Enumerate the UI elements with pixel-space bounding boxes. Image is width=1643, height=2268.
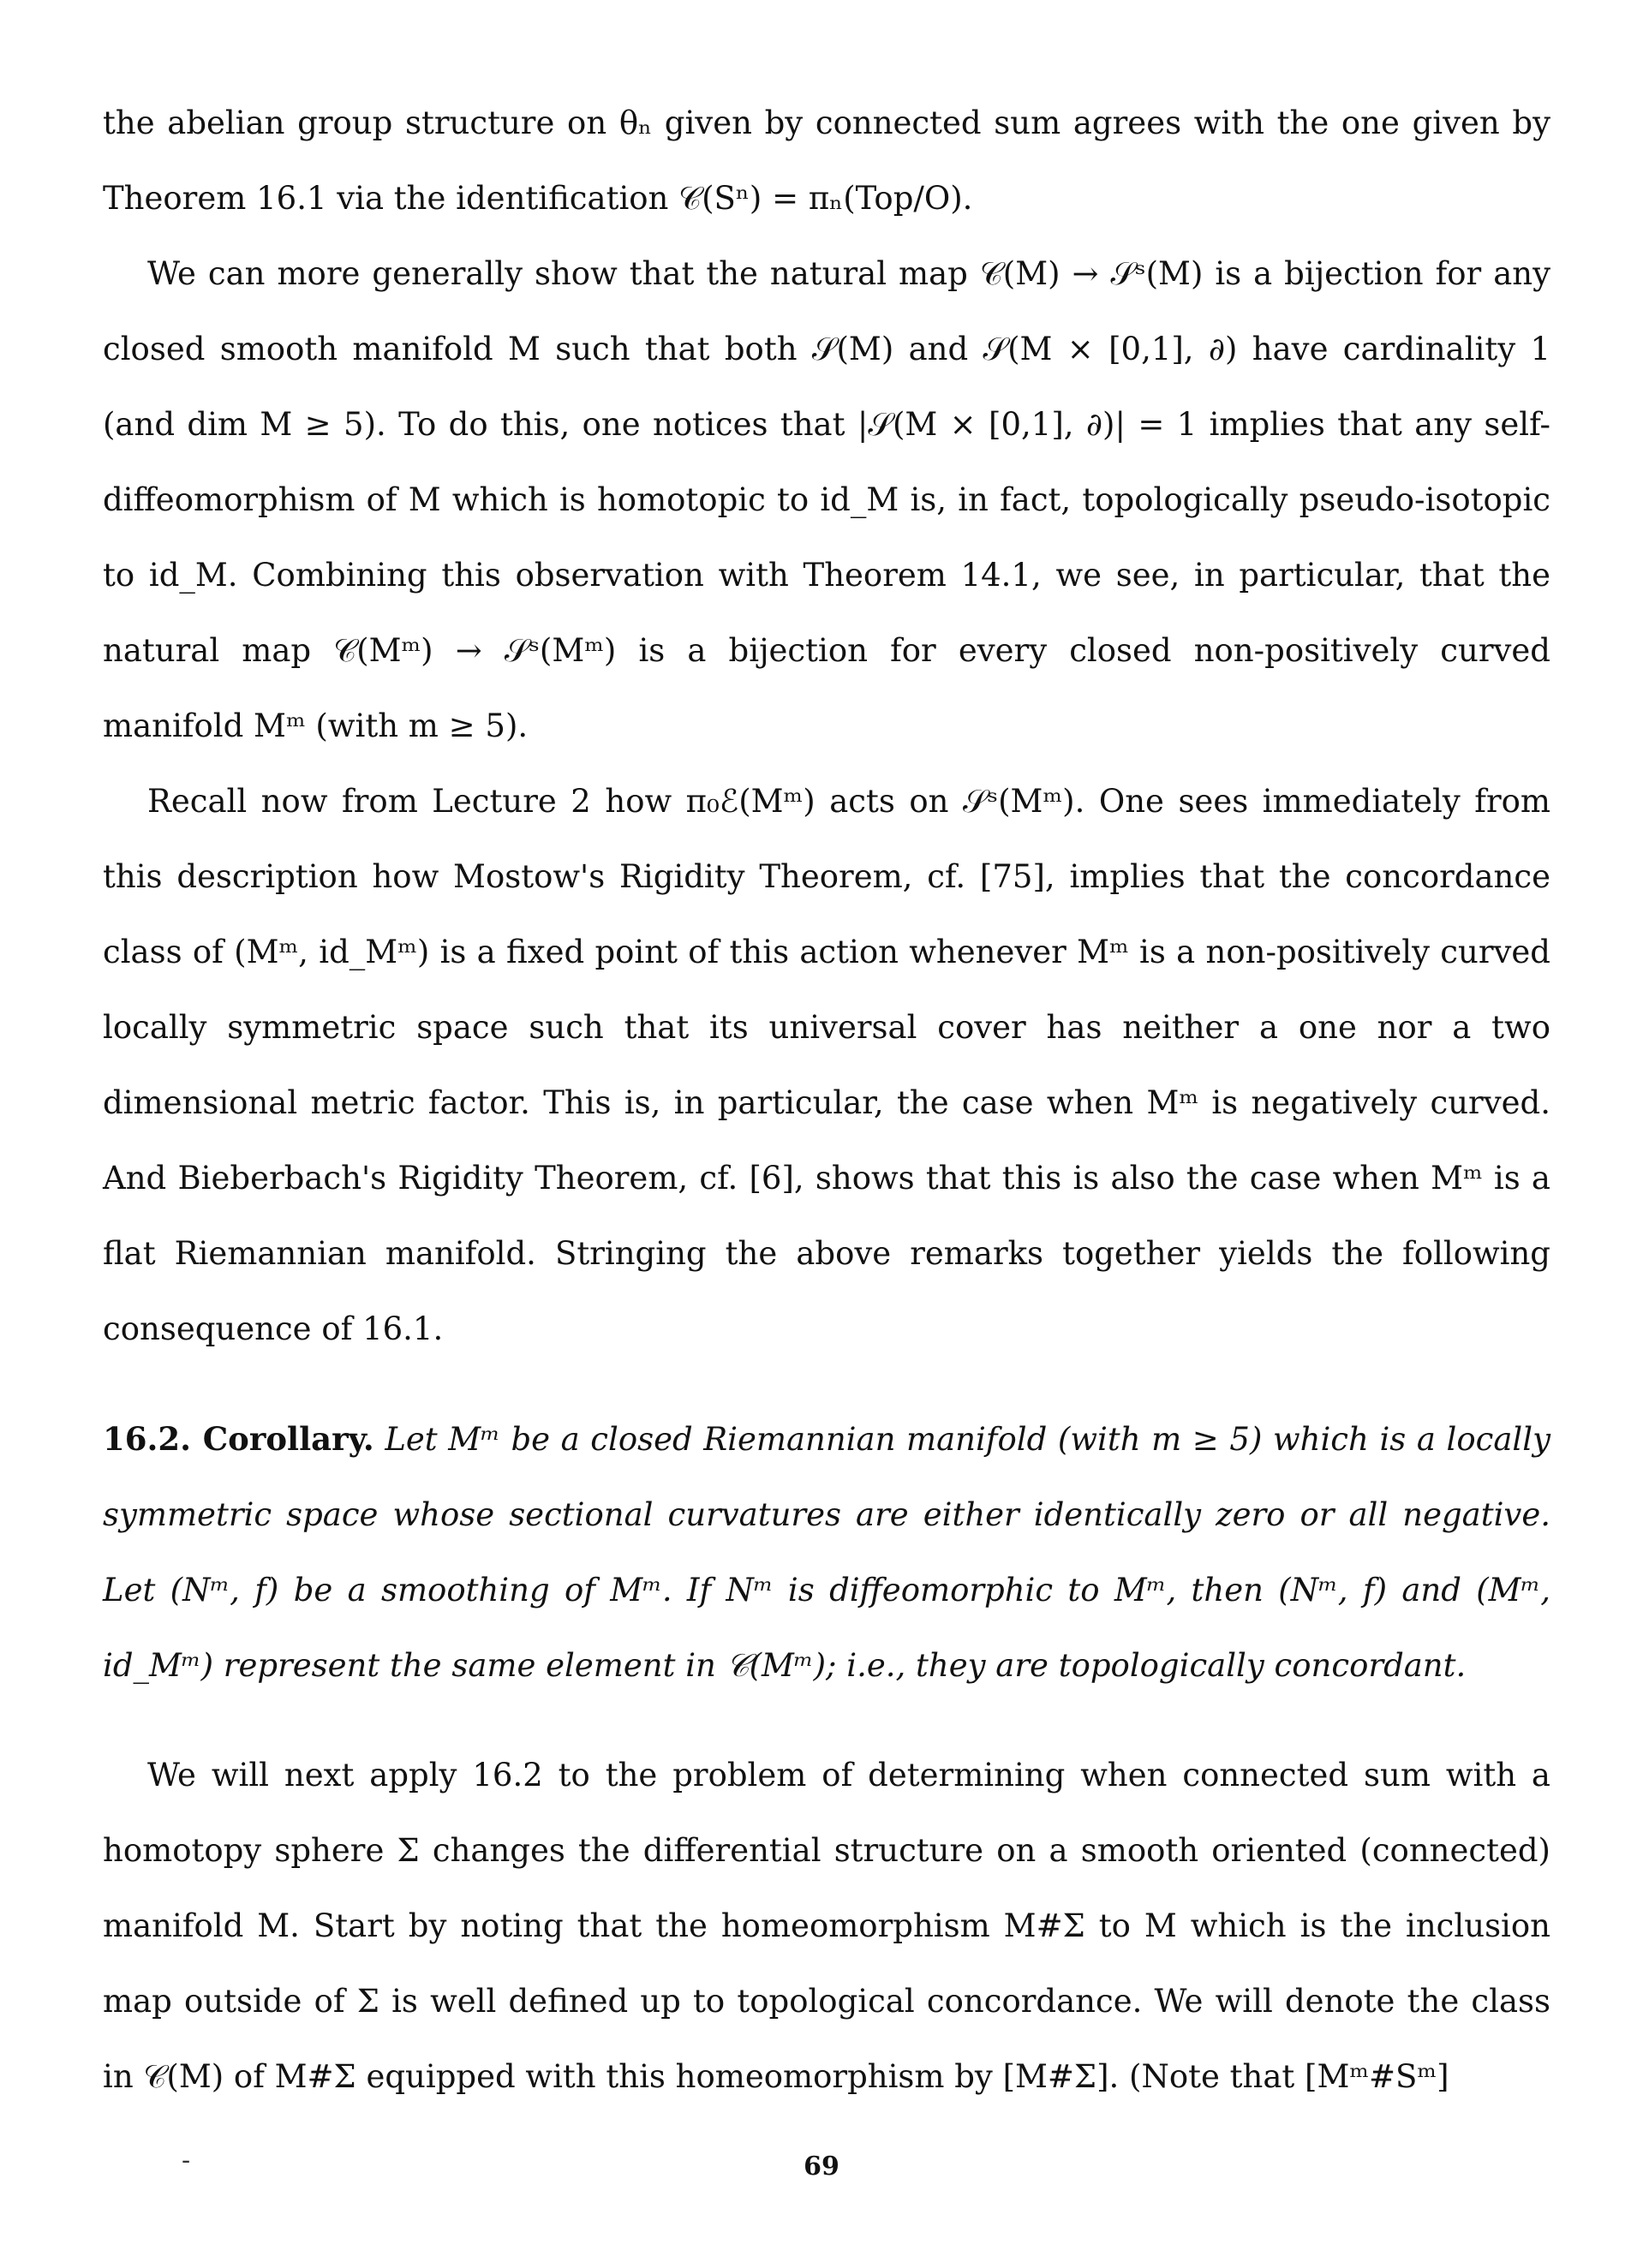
paragraph-4: We will next apply 16.2 to the problem of determining when connected sum with a homotopy sphere Σ changes the differential structure on a smooth oriented (connected) manifold M. Start by noting that the homeomorphism M#Σ to M which is the inclusion map outside of Σ is well defined up to topological concordance. We will denote the class in 𝒞(M) of M#Σ equipped with this homeomorphism by [M#Σ]. (Note that [Mᵐ#Sᵐ]: [103, 1757, 1550, 2095]
corollary-16-2: [103, 1401, 1550, 1704]
footer-mark: -: [182, 2146, 191, 2175]
corollary-heading: 16.2. Corollary.: [103, 1420, 374, 1458]
paragraph-2: We can more generally show that the natural map 𝒞(M) → 𝒮ˢ(M) is a bijection for any closed smooth manifold M such that both 𝒮(M) and 𝒮(M × [0,1], ∂) have cardinality 1 (and dim M ≥ 5). To do this, one notices that |𝒮(M × [0,1], ∂)| = 1 implies that any self-diffeomorphism of M which is homotopic to id_M is, in fact, topologically pseudo-isotopic to id_M. Combining this observation with Theorem 14.1, we see, in particular, that the natural map 𝒞(Mᵐ) → 𝒮ˢ(Mᵐ) is a bijection for every closed non-positively curved manifold Mᵐ (with m ≥ 5).: [103, 255, 1550, 744]
page-number: 69: [804, 2152, 839, 2181]
paragraph-3: Recall now from Lecture 2 how π₀ℰ(Mᵐ) acts on 𝒮ˢ(Mᵐ). One sees immediately from this description how Mostow's Rigidity Theorem, cf. [75], implies that the concordance class of (Mᵐ, id_Mᵐ) is a fixed point of this action whenever Mᵐ is a non-positively curved locally symmetric space such that its universal cover has neither a one nor a two dimensional metric factor. This is, in particular, the case when Mᵐ is negatively curved. And Bieberbach's Rigidity Theorem, cf. [6], shows that this is also the case when Mᵐ is a flat Riemannian manifold. Stringing the above remarks together yields the following consequence of 16.1.: [103, 783, 1550, 1347]
page-body: [103, 86, 1550, 2115]
corollary-body: Let Mᵐ be a closed Riemannian manifold (with m ≥ 5) which is a locally symmetric space whose sectional curvatures are either identically zero or all negative. Let (Nᵐ, f) be a smoothing of Mᵐ. If Nᵐ is diffeomorphic to Mᵐ, then (Nᵐ, f) and (Mᵐ, id_Mᵐ) represent the same element in 𝒞(Mᵐ); i.e., they are topologically concordant.: [103, 1421, 1550, 1684]
paragraph-1: the abelian group structure on θₙ given by connected sum agrees with the one given by Theorem 16.1 via the identification 𝒞(Sⁿ) = πₙ(Top/O).: [103, 104, 1550, 217]
